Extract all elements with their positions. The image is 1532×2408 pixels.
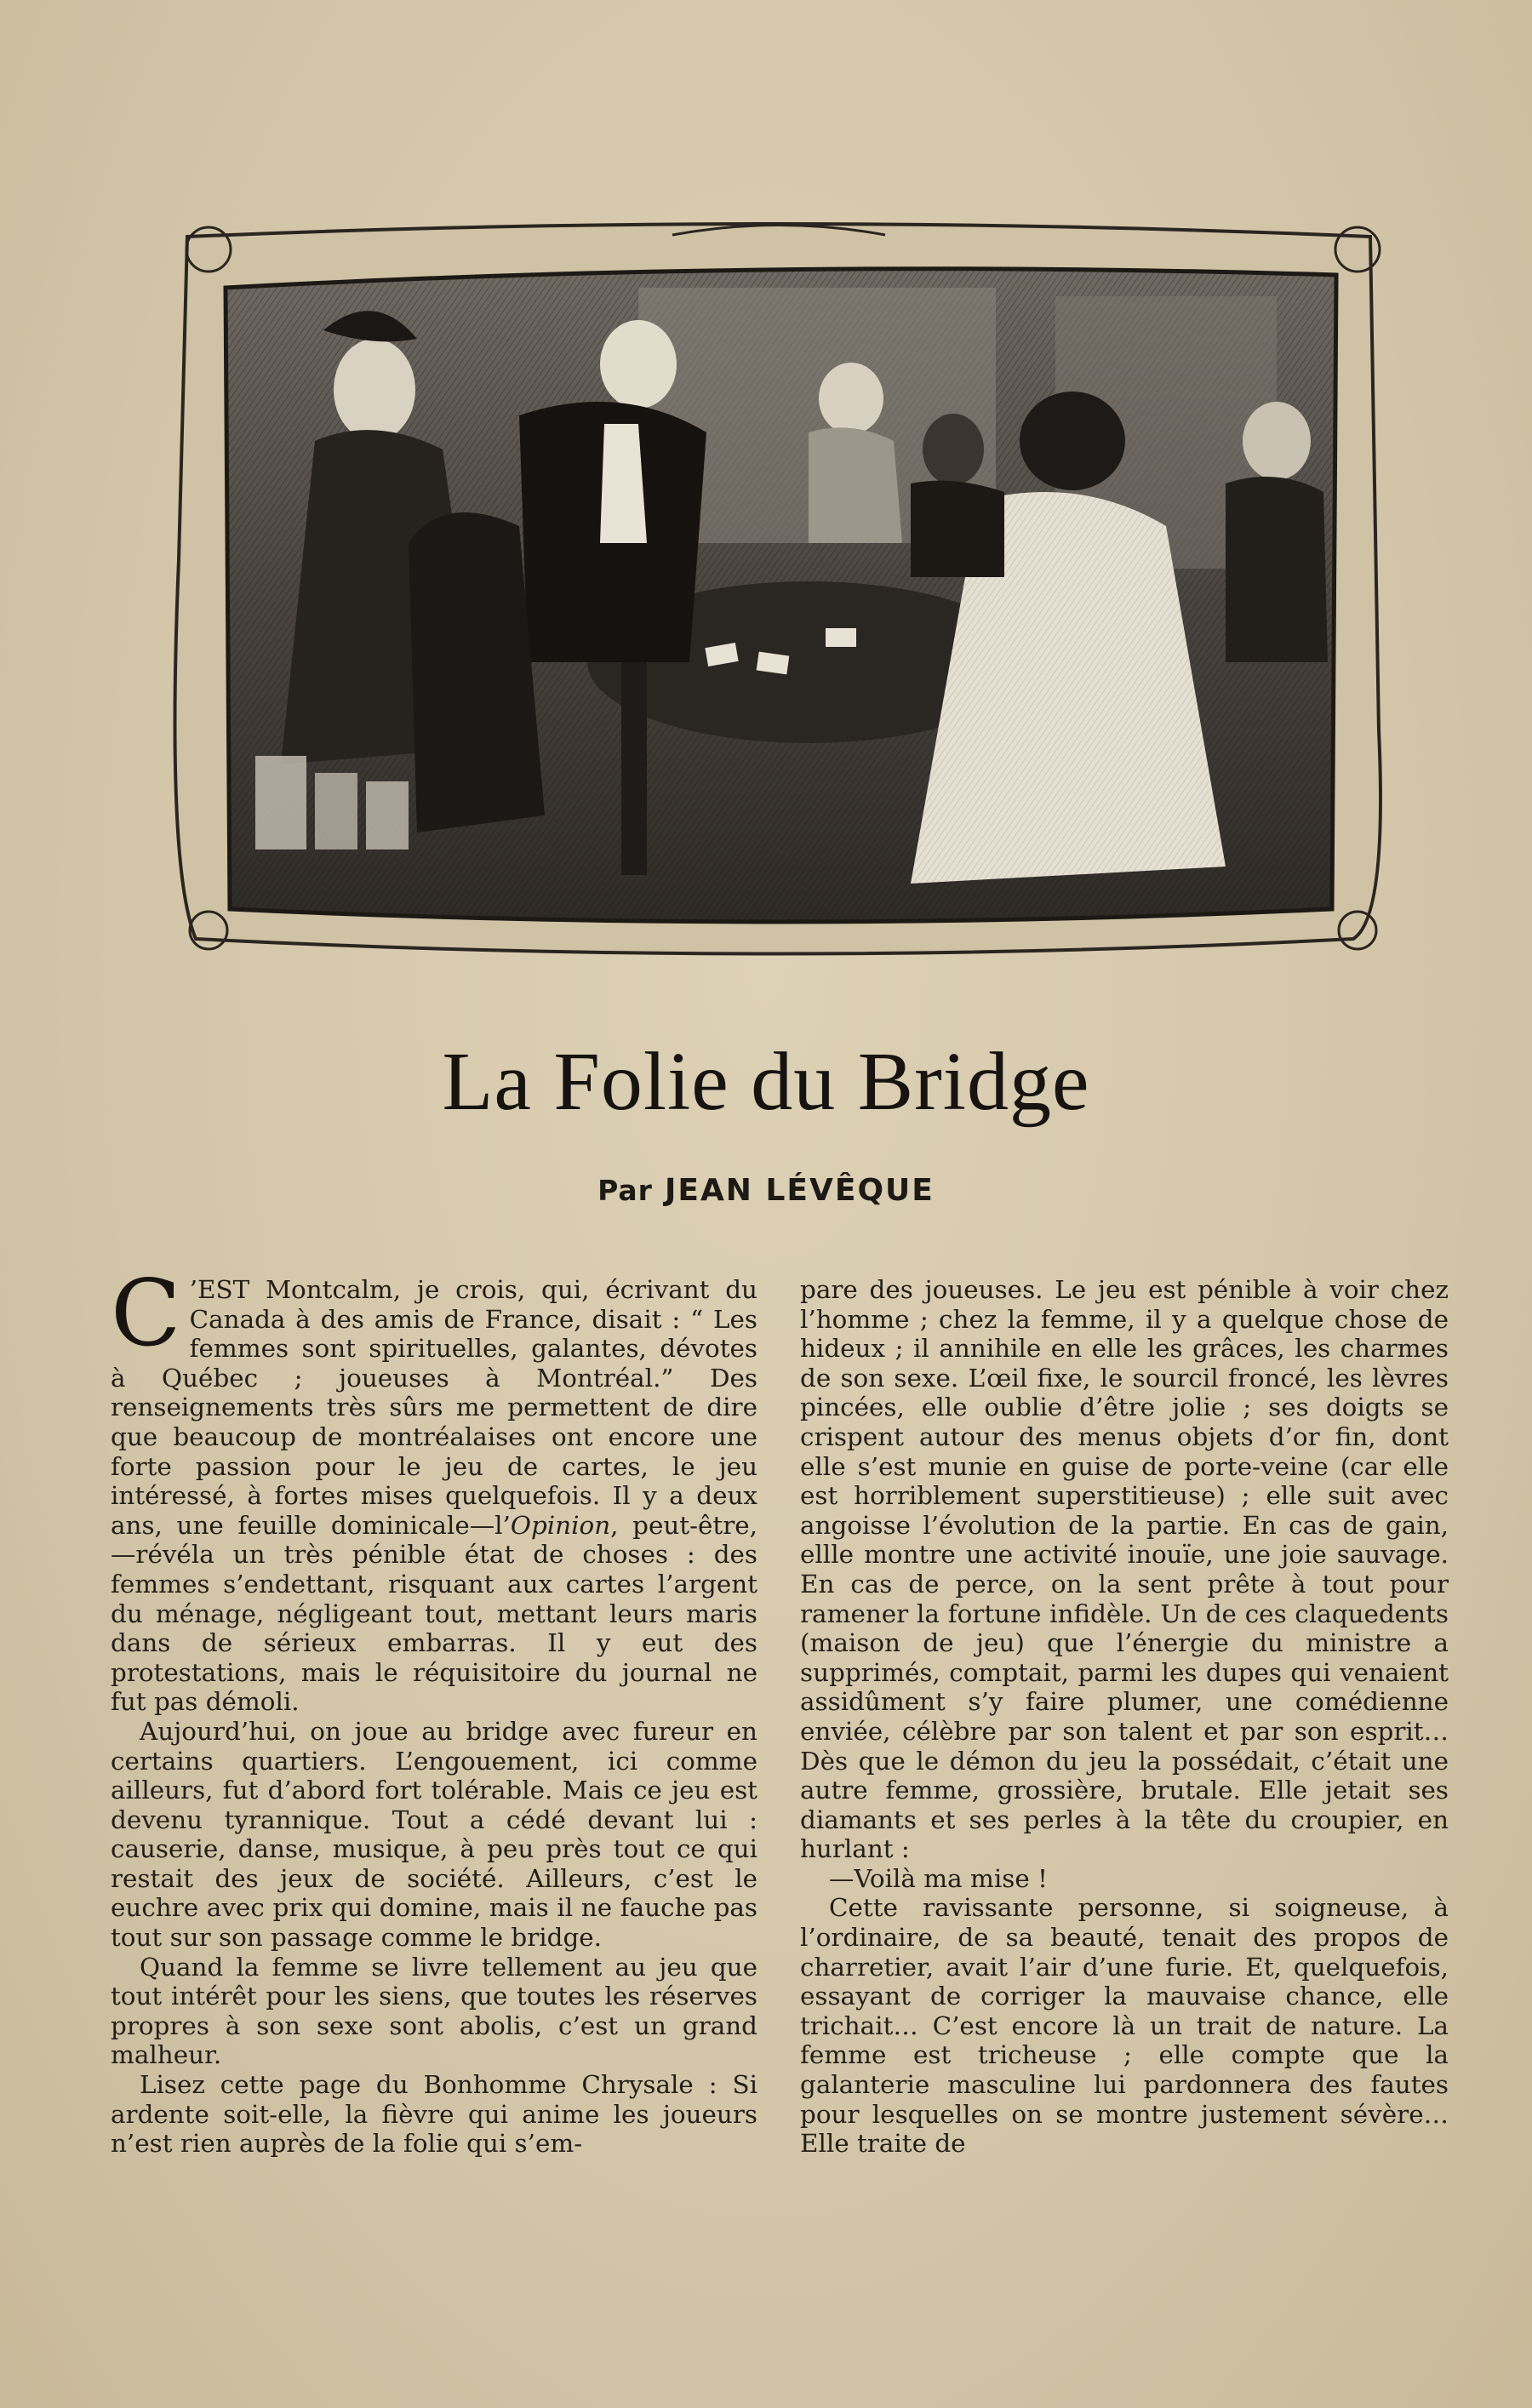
paragraph: Aujourd’hui, on joue au bridge avec fureur en certains quartiers. L’engouement, ici comme ailleurs, fut d’abord fort tolérable. Mais ce jeu est devenu tyrannique. Tout a cédé devant lui : causerie, danse, musique, à peu près tout ce qui restait des jeux de société. Ailleurs, c’est le euchre avec prix qui domine, mais il ne fauche pas tout sur son passage comme le bridge. [111, 1716, 757, 1953]
paragraph: Quand la femme se livre tellement au jeu que tout intérêt pour les siens, que toutes les réserves propres à son sexe sont abolis, c’est un grand malheur. [111, 1952, 757, 2070]
bridge-players-illustration [162, 220, 1396, 960]
paragraph: Lisez cette page du Bonhomme Chrysale : Si ardente soit-elle, la fièvre qui anime les joueurs n’est rien auprès de la folie qui s’em- [111, 2070, 757, 2159]
right-column [800, 1275, 1449, 2159]
illustration-frame [162, 220, 1396, 960]
byline-prefix: Par [597, 1174, 653, 1207]
left-column [111, 1261, 757, 2159]
newspaper-name: Opinion [510, 1510, 611, 1540]
paragraph: C ’EST Montcalm, je crois, qui, écrivant du Canada à des amis de France, disait : “ Les femmes sont spirituelles, galantes, dévotes à Québec ; joueuses à Montréal.” Des renseignements très sûrs me permettent de dire que beaucoup de montréalaises ont encore une forte passion pour le jeu de cartes, le jeu intéressé, à fortes mises quelquefois. Il y a deux ans, une feuille dominicale—l’Opinion, peut-être,—révéla un très pénible état de choses : des femmes s’endettant, risquant aux cartes l’argent du ménage, négligeant tout, mettant leurs maris dans de sérieux embarras. Il y eut des protestations, mais le réquisitoire du journal ne fut pas démoli. [111, 1261, 757, 1717]
author-name: JEAN LÉVÊQUE [664, 1173, 935, 1208]
drop-cap: C [111, 1261, 181, 1367]
paragraph: —Voilà ma mise ! [829, 1863, 1048, 1893]
paragraph: pare des joueuses. Le jeu est pénible à voir chez l’homme ; chez la femme, il y a quelque chose de hideux ; il annihile en elle les grâces, les charmes de son sexe. L’œil fixe, le sourcil froncé, les lèvres pincées, elle oublie d’être jolie ; ses doigts se crispent autour des menus objets d’or fin, dont elle s’est munie en guise de porte-veine (car elle est horriblement superstitieuse) ; elle suit avec angoisse l’évolution de la partie. En cas de gain, ellle montre une activité inouïe, une joie sauvage. En cas de perce, on la sent prête à tout pour ramener la fortune infidèle. Un de ces claquedents (maison de jeu) que l’énergie du ministre a supprimés, comptait, parmi les dupes qui venaient assidûment s’y faire plumer, une comédienne enviée, célèbre par son talent et par son esprit… Dès que le démon du jeu la possédait, c’était une autre femme, grossière, brutale. Elle jetait ses diamants et ses perles à la tête du croupier, en hurlant : [800, 1275, 1449, 1864]
byline [0, 1173, 1532, 1208]
article-title: La Folie du Bridge [442, 1036, 1090, 1128]
paragraph: Cette ravissante personne, si soigneuse, à l’ordinaire, de sa beauté, tenait des propos de charretier, avait l’air d’une furie. Et, quelquefois, essayant de corriger la mauvaise chance, elle trichait… C’est encore là un trait de nature. La femme est tricheuse ; elle compte que la galanterie masculine lui pardonnera des fautes pour lesquelles on se montre justement sévère… Elle traite de [800, 1893, 1449, 2159]
